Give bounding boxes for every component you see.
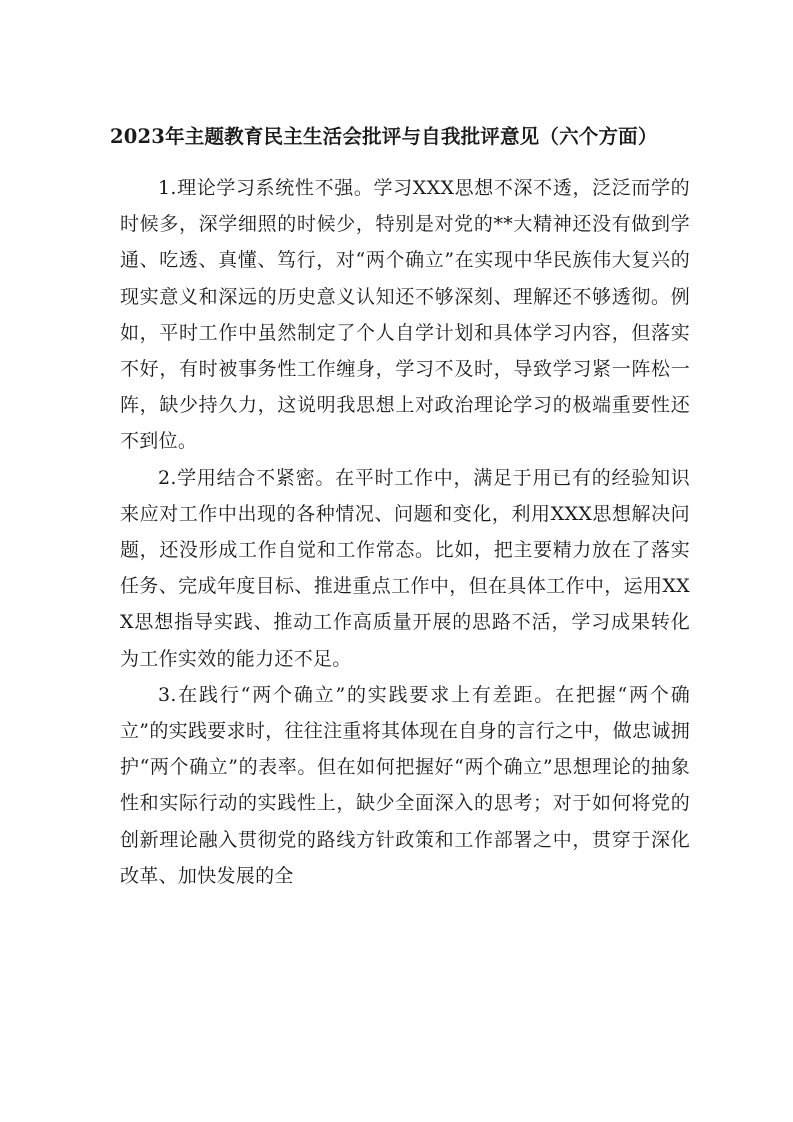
- paragraph-3: 3.在践行“两个确立”的实践要求上有差距。在把握“两个确立”的实践要求时，往往注重将其体现在自身的言行之中，做忠诚拥护“两个确立”的表率。但在如何把握好“两个确立”思想理论的抽象性和实际行动的实践性上，缺少全面深入的思考；对于如何将党的创新理论融入贯彻党的路线方针政策和工作部署之中，贯穿于深化改革、加快发展的全: [120, 683, 690, 887]
- document-title: 2023年主题教育民主生活会批评与自我批评意见（六个方面）: [110, 125, 658, 148]
- paragraph-2: 2.学用结合不紧密。在平时工作中，满足于用已有的经验知识来应对工作中出现的各种情况、问题和变化，利用XXX思想解决问题，还没形成工作自觉和工作常态。比如，把主要精力放在了落实任务、完成年度目标、推进重点工作中，但在具体工作中，运用XXX思想指导实践、推动工作高质量开展的思路不活，学习成果转化为工作实效的能力还不足。: [120, 466, 690, 670]
- document-body: [120, 170, 690, 894]
- paragraph-1: 1.理论学习系统性不强。学习XXX思想不深不透，泛泛而学的时候多，深学细照的时候少，特别是对党的**大精神还没有做到学通、吃透、真懂、笃行，对“两个确立”在实现中华民族伟大复兴的现实意义和深远的历史意义认知还不够深刻、理解还不够透彻。例如，平时工作中虽然制定了个人自学计划和具体学习内容，但落实不好，有时被事务性工作缠身，学习不及时，导致学习紧一阵松一阵，缺少持久力，这说明我思想上对政治理论学习的极端重要性还不到位。: [120, 177, 690, 453]
